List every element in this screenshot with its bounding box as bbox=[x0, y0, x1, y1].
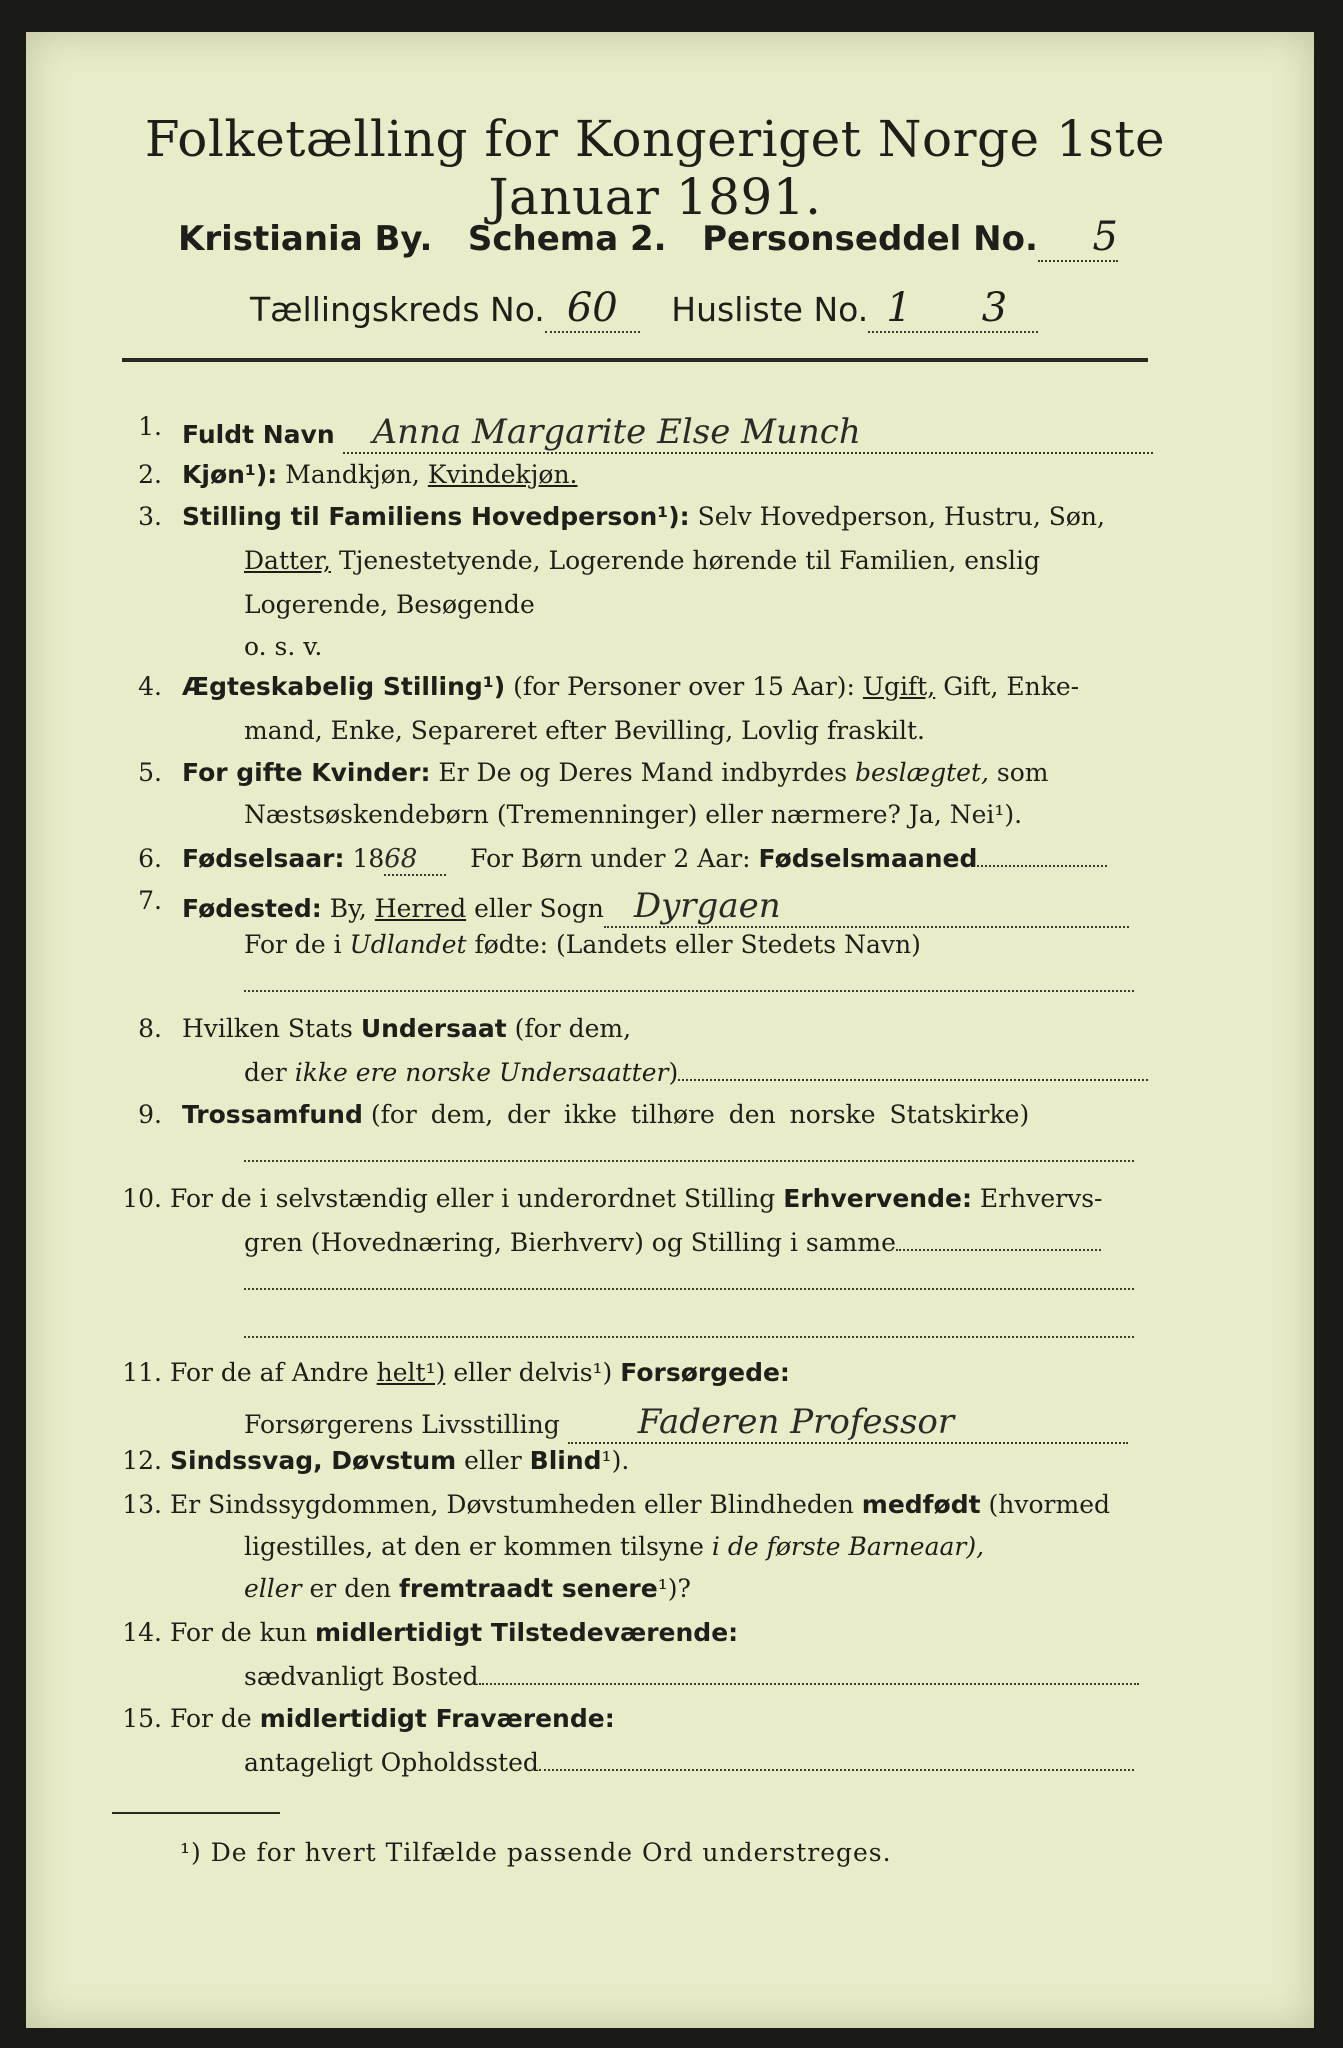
q5-som: som bbox=[996, 758, 1049, 787]
q5-label: For gifte Kvinder: bbox=[182, 758, 431, 787]
q13-barneaar: i de første Barneaar), bbox=[711, 1532, 985, 1561]
q15-line2: antageligt Opholdssted bbox=[244, 1748, 539, 1777]
form-title: Folketælling for Kongeriget Norge 1ste Januar 1891. bbox=[144, 110, 1166, 226]
q13-er-den: er den bbox=[309, 1574, 392, 1603]
q9-row bbox=[120, 1100, 1029, 1129]
q3-number: 3. bbox=[138, 502, 162, 531]
q14-tilstedevaerende: midlertidigt Tilstedeværende: bbox=[314, 1618, 739, 1647]
q12-eller: eller bbox=[464, 1446, 522, 1475]
q3-label: Stilling til Familiens Hovedperson¹): bbox=[182, 502, 690, 531]
q7-udlandet: Udlandet bbox=[349, 930, 467, 959]
q4-line2: mand, Enke, Separeret efter Bevilling, Lovlig fraskilt. bbox=[244, 716, 925, 745]
q3-line4: o. s. v. bbox=[244, 632, 323, 661]
q11-value: Faderen Professor bbox=[637, 1402, 955, 1442]
q11-line2: Forsørgerens Livsstilling bbox=[244, 1410, 560, 1439]
q13-fremtraadt: fremtraadt senere bbox=[399, 1574, 658, 1603]
q6-prefix: 18 bbox=[352, 844, 385, 873]
q1-row bbox=[120, 412, 1153, 454]
q13-medfodt: medfødt bbox=[861, 1490, 981, 1519]
q3-row bbox=[120, 502, 1105, 531]
q13-line1-c: (hvormed bbox=[988, 1490, 1111, 1519]
q15-row-2 bbox=[244, 1748, 1134, 1777]
q9-label: Trossamfund bbox=[182, 1100, 363, 1129]
form-subheader bbox=[178, 214, 1118, 262]
q14-row bbox=[120, 1618, 738, 1647]
q7-by: By, bbox=[329, 894, 367, 923]
q13-eller: eller bbox=[244, 1574, 302, 1603]
q4-number: 4. bbox=[138, 672, 162, 701]
q11-helt: helt¹) bbox=[376, 1358, 446, 1387]
q13-note: ¹)? bbox=[657, 1574, 691, 1603]
q8-line1-a: Hvilken Stats bbox=[182, 1014, 353, 1043]
footnote-divider bbox=[112, 1812, 280, 1814]
q14-number: 14. bbox=[122, 1618, 162, 1647]
q2-row bbox=[120, 460, 578, 489]
q10-blank-line-2 bbox=[244, 1336, 1134, 1338]
q7-sogn: eller Sogn bbox=[474, 894, 604, 923]
q15-line1-a: For de bbox=[170, 1704, 252, 1733]
q8-undersaat: Undersaat bbox=[360, 1014, 507, 1043]
q1-number: 1. bbox=[138, 412, 162, 441]
q7-line2-a: For de i bbox=[244, 930, 342, 959]
q12-note: ¹). bbox=[601, 1446, 630, 1475]
q8-row-2 bbox=[244, 1058, 1148, 1087]
husliste-label: Husliste No. bbox=[671, 290, 869, 329]
header-divider bbox=[122, 358, 1148, 362]
q9-text: (for dem, der ikke tilhøre den norske Statskirke) bbox=[370, 1100, 1030, 1129]
taellingskreds-value: 60 bbox=[566, 285, 618, 331]
footnote: ¹) De for hvert Tilfælde passende Ord understreges. bbox=[180, 1838, 892, 1867]
q1-value: Anna Margarite Else Munch bbox=[372, 412, 861, 452]
personseddel-value: 5 bbox=[1092, 214, 1118, 260]
form-subheader-2 bbox=[250, 285, 1038, 333]
q3-line3: Logerende, Besøgende bbox=[244, 590, 535, 619]
q8-row bbox=[120, 1014, 631, 1043]
q6-text: For Børn under 2 Aar: bbox=[470, 844, 751, 873]
q8-der: der bbox=[244, 1058, 287, 1087]
q1-label: Fuldt Navn bbox=[182, 420, 335, 449]
q12-row bbox=[120, 1446, 629, 1475]
q12-blind: Blind bbox=[529, 1446, 602, 1475]
q10-row bbox=[120, 1184, 1102, 1213]
q11-row-2 bbox=[244, 1402, 1128, 1444]
q6-label: Fødselsaar: bbox=[182, 844, 345, 873]
husliste-extra: 3 bbox=[981, 285, 1008, 331]
q8-line1-c: (for dem, bbox=[514, 1014, 632, 1043]
q5-number: 5. bbox=[138, 758, 162, 787]
q8-number: 8. bbox=[138, 1014, 162, 1043]
q3-line2: Tjenestetyende, Logerende hørende til Familien, enslig bbox=[338, 546, 1041, 575]
q9-blank-line bbox=[244, 1160, 1134, 1162]
q13-row-2 bbox=[244, 1532, 984, 1561]
q5-line2: Næstsøskendebørn (Tremenninger) eller nærmere? Ja, Nei¹). bbox=[244, 800, 1023, 829]
q4-gift: Gift, Enke- bbox=[943, 672, 1080, 701]
q7-row-2 bbox=[244, 930, 921, 959]
q4-line1: (for Personer over 15 Aar): bbox=[513, 672, 855, 701]
q6-row bbox=[120, 844, 1107, 876]
q10-line1-a: For de i selvstændig eller i underordnet Stilling bbox=[170, 1184, 776, 1213]
q10-line2: gren (Hovednæring, Bierhverv) og Stilling i samme bbox=[244, 1228, 896, 1257]
q12-number: 12. bbox=[122, 1446, 162, 1475]
q2-number: 2. bbox=[138, 460, 162, 489]
q7-blank-line bbox=[244, 990, 1134, 992]
q11-number: 11. bbox=[122, 1358, 162, 1387]
q10-number: 10. bbox=[122, 1184, 162, 1213]
q2-kvindekjon: Kvindekjøn. bbox=[427, 460, 578, 489]
q14-line2: sædvanligt Bosted bbox=[244, 1662, 479, 1691]
q7-line2-c: fødte: (Landets eller Stedets Navn) bbox=[474, 930, 921, 959]
q13-number: 13. bbox=[122, 1490, 162, 1519]
q12-label: Sindssvag, Døvstum bbox=[170, 1446, 457, 1475]
q10-row-2 bbox=[244, 1228, 1101, 1257]
q10-erhvervende: Erhvervende: bbox=[783, 1184, 972, 1213]
q5-beslaegtet: beslægtet, bbox=[855, 758, 989, 787]
q6-number: 6. bbox=[138, 844, 162, 873]
q5-row bbox=[120, 758, 1049, 787]
q7-number: 7. bbox=[138, 886, 162, 915]
q4-ugift: Ugift, bbox=[862, 672, 936, 701]
q15-row bbox=[120, 1704, 615, 1733]
q2-label: Kjøn¹): bbox=[182, 460, 278, 489]
q4-row bbox=[120, 672, 1079, 701]
q15-fravaerende: midlertidigt Fraværende: bbox=[259, 1704, 615, 1733]
q11-forsorgede: Forsørgede: bbox=[620, 1358, 790, 1387]
q7-label: Fødested: bbox=[182, 894, 322, 923]
q9-number: 9. bbox=[138, 1100, 162, 1129]
taellingskreds-label: Tællingskreds No. bbox=[250, 290, 545, 329]
q15-number: 15. bbox=[122, 1704, 162, 1733]
q13-row-3 bbox=[244, 1574, 691, 1603]
schema-label: Schema 2. bbox=[467, 219, 667, 259]
q4-label: Ægteskabelig Stilling¹) bbox=[182, 672, 506, 701]
q14-line1-a: For de kun bbox=[170, 1618, 308, 1647]
q14-row-2 bbox=[244, 1662, 1139, 1691]
q10-blank-line-1 bbox=[244, 1288, 1134, 1290]
city-label: Kristiania By. bbox=[178, 219, 433, 259]
q2-mandkjon: Mandkjøn, bbox=[285, 460, 420, 489]
q5-line1: Er De og Deres Mand indbyrdes bbox=[438, 758, 848, 787]
q11-delvis: eller delvis¹) bbox=[453, 1358, 613, 1387]
q7-herred: Herred bbox=[374, 894, 467, 923]
q13-row bbox=[120, 1490, 1110, 1519]
q11-row bbox=[120, 1358, 790, 1387]
q3-line1: Selv Hovedperson, Hustru, Søn, bbox=[697, 502, 1105, 531]
q6-label2: Fødselsmaaned bbox=[758, 844, 978, 873]
q13-line1-a: Er Sindssygdommen, Døvstumheden eller Blindheden bbox=[170, 1490, 854, 1519]
personseddel-label: Personseddel No. bbox=[702, 219, 1038, 259]
q7-row bbox=[120, 886, 1129, 928]
q8-ikke-norske: ikke ere norske Undersaatter bbox=[294, 1058, 669, 1087]
q3-row-2 bbox=[244, 546, 1040, 575]
q11-line1-a: For de af Andre bbox=[170, 1358, 369, 1387]
q7-value: Dyrgaen bbox=[633, 886, 781, 926]
q3-datter: Datter, bbox=[244, 546, 331, 575]
q6-value: 68 bbox=[384, 844, 418, 874]
q10-line1-c: Erhvervs- bbox=[979, 1184, 1103, 1213]
q13-line2-a: ligestilles, at den er kommen tilsyne bbox=[244, 1532, 704, 1561]
q8-paren: ) bbox=[668, 1058, 679, 1087]
husliste-value: 1 bbox=[886, 285, 912, 331]
